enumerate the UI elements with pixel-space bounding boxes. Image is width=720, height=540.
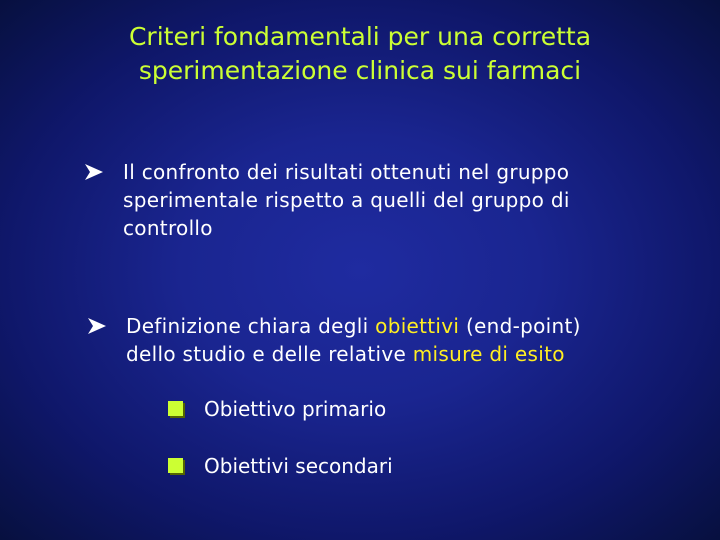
bullet-line: sperimentale rispetto a quelli del gruppo di xyxy=(123,188,570,212)
title-line-2: sperimentazione clinica sui farmaci xyxy=(138,56,582,85)
slide-title xyxy=(60,20,660,88)
sub-bullet-label: Obiettivi secondari xyxy=(204,454,393,478)
bullet-text xyxy=(123,158,683,242)
arrow-bullet-icon xyxy=(83,158,105,186)
sub-bullet-obiettivo-primario xyxy=(167,395,386,423)
text-run: (end-point) xyxy=(459,314,581,338)
bullet-line xyxy=(126,340,686,368)
sub-bullet-obiettivi-secondari xyxy=(167,452,393,480)
square-bullet-icon xyxy=(167,400,185,418)
arrow-bullet-icon xyxy=(86,312,108,340)
bullet-item-definizione xyxy=(86,312,686,368)
square-bullet-icon xyxy=(167,457,185,475)
bullet-item-confronto xyxy=(83,158,683,242)
sub-bullet-label: Obiettivo primario xyxy=(204,397,387,421)
highlight-obiettivi: obiettivi xyxy=(375,314,460,338)
text-run: dello studio e delle relative xyxy=(126,342,413,366)
bullet-line: Il confronto dei risultati ottenuti nel gruppo xyxy=(123,160,570,184)
title-line-1: Criteri fondamentali per una corretta xyxy=(128,22,592,51)
bullet-text xyxy=(126,312,686,368)
bullet-line: controllo xyxy=(123,216,213,240)
text-run: Definizione chiara degli xyxy=(126,314,376,338)
bullet-line xyxy=(126,312,686,340)
highlight-misure-di-esito: misure di esito xyxy=(412,342,565,366)
